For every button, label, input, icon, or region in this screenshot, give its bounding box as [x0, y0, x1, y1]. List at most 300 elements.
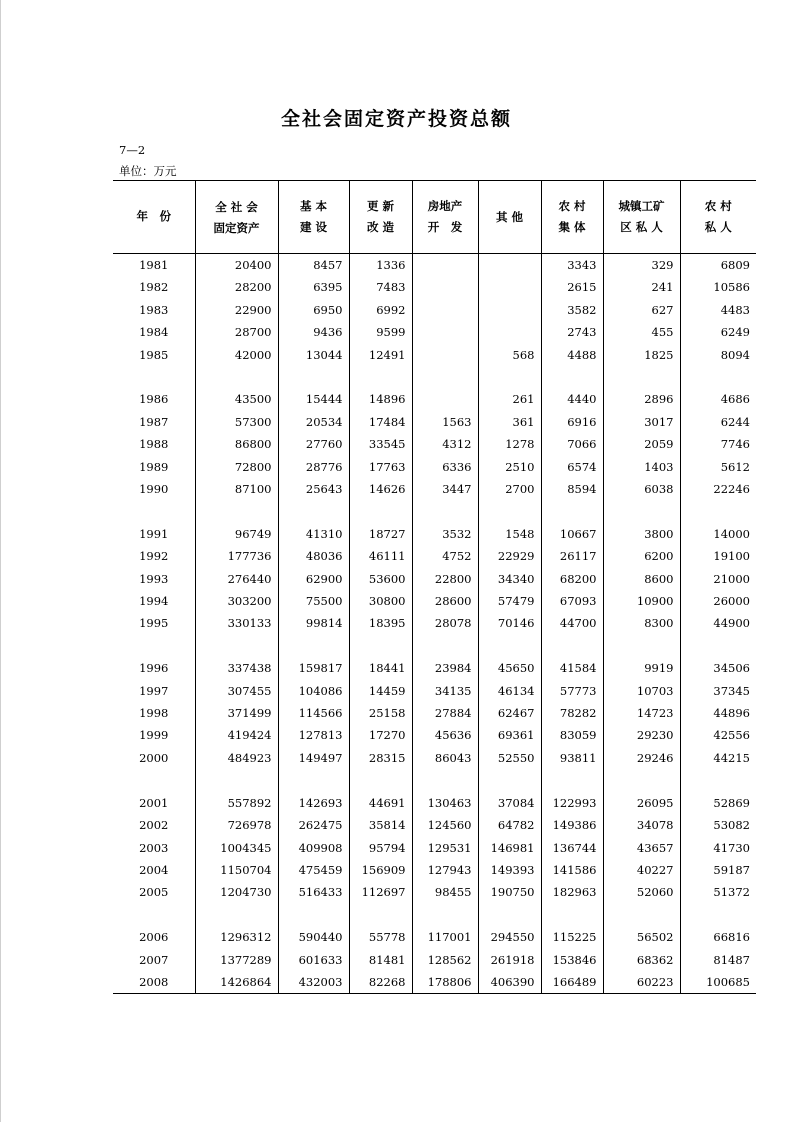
year-cell: 1990 — [139, 482, 169, 497]
spacer-cell — [412, 769, 478, 791]
capital-construction-cell: 475459 — [278, 859, 349, 881]
group-spacer-row — [113, 769, 756, 791]
other-cell: 34340 — [478, 568, 541, 590]
other-cell: 22929 — [478, 545, 541, 567]
rural-collective-cell: 3582 — [541, 299, 603, 321]
capital-construction-cell: 9436 — [278, 321, 349, 343]
year-cell: 1983 — [139, 302, 169, 317]
investment-table — [113, 180, 756, 994]
rural-private-cell: 59187 — [680, 859, 756, 881]
other-cell: 146981 — [478, 837, 541, 859]
table-row — [113, 590, 756, 612]
spacer-cell — [541, 904, 603, 926]
year-cell: 2008 — [113, 971, 195, 994]
rural-collective-cell: 2615 — [541, 276, 603, 298]
other-cell: 406390 — [478, 971, 541, 994]
total-cell: 42000 — [195, 344, 278, 366]
rural-collective-cell: 6916 — [541, 411, 603, 433]
total-cell: 20400 — [195, 254, 278, 277]
rural-collective-cell: 136744 — [541, 837, 603, 859]
year-cell: 1996 — [139, 661, 169, 676]
total-cell: 1377289 — [195, 949, 278, 971]
rural-private-cell: 37345 — [680, 680, 756, 702]
real-estate-cell: 3447 — [412, 478, 478, 500]
total-cell: 419424 — [195, 724, 278, 746]
other-cell: 568 — [478, 344, 541, 366]
total-cell: 1150704 — [195, 859, 278, 881]
group-spacer-row — [113, 366, 756, 388]
table-row — [113, 388, 756, 410]
capital-construction-cell: 590440 — [278, 926, 349, 948]
real-estate-cell — [412, 276, 478, 298]
rural-collective-cell: 7066 — [541, 433, 603, 455]
total-cell: 276440 — [195, 568, 278, 590]
table-row — [113, 949, 756, 971]
other-cell — [478, 254, 541, 277]
capital-construction-cell: 159817 — [278, 657, 349, 679]
rural-collective-cell: 141586 — [541, 859, 603, 881]
urban-private-cell: 2059 — [603, 433, 680, 455]
table-row — [113, 837, 756, 859]
rural-collective-cell: 6574 — [541, 456, 603, 478]
urban-private-cell: 29246 — [603, 747, 680, 769]
total-cell: 557892 — [195, 792, 278, 814]
table-row — [113, 612, 756, 634]
renovation-cell: 1336 — [349, 254, 412, 277]
real-estate-cell — [412, 388, 478, 410]
table-row — [113, 411, 756, 433]
header-year: 年 份 — [113, 181, 195, 254]
spacer-cell — [412, 904, 478, 926]
table-row — [113, 724, 756, 746]
renovation-cell: 95794 — [349, 837, 412, 859]
spacer-cell — [541, 500, 603, 522]
capital-construction-cell: 28776 — [278, 456, 349, 478]
spacer-cell — [680, 366, 756, 388]
total-cell: 1296312 — [195, 926, 278, 948]
capital-construction-cell: 15444 — [278, 388, 349, 410]
rural-private-cell: 6249 — [680, 321, 756, 343]
spacer-cell — [478, 500, 541, 522]
table-row — [113, 859, 756, 881]
spacer-cell — [195, 635, 278, 657]
renovation-cell: 17763 — [349, 456, 412, 478]
header-row — [113, 181, 756, 254]
other-cell: 2510 — [478, 456, 541, 478]
renovation-cell: 33545 — [349, 433, 412, 455]
rural-private-cell: 44900 — [680, 612, 756, 634]
rural-collective-cell: 115225 — [541, 926, 603, 948]
urban-private-cell: 26095 — [603, 792, 680, 814]
table-row — [113, 254, 756, 277]
spacer-cell — [113, 500, 195, 522]
table-row — [113, 545, 756, 567]
rural-collective-cell: 153846 — [541, 949, 603, 971]
spacer-cell — [278, 500, 349, 522]
other-cell: 46134 — [478, 680, 541, 702]
total-cell: 371499 — [195, 702, 278, 724]
rural-private-cell: 14000 — [680, 523, 756, 545]
spacer-cell — [541, 635, 603, 657]
other-cell: 2700 — [478, 478, 541, 500]
total-cell: 303200 — [195, 590, 278, 612]
renovation-cell: 12491 — [349, 344, 412, 366]
year-cell: 1981 — [139, 258, 169, 272]
rural-private-cell: 4483 — [680, 299, 756, 321]
year-cell: 1992 — [139, 549, 169, 564]
urban-private-cell: 1825 — [603, 344, 680, 366]
rural-private-cell: 44215 — [680, 747, 756, 769]
capital-construction-cell: 99814 — [278, 612, 349, 634]
capital-construction-cell: 62900 — [278, 568, 349, 590]
real-estate-cell: 45636 — [412, 724, 478, 746]
rural-private-cell: 21000 — [680, 568, 756, 590]
other-cell: 52550 — [478, 747, 541, 769]
real-estate-cell: 130463 — [412, 792, 478, 814]
table-row — [113, 321, 756, 343]
spacer-cell — [603, 500, 680, 522]
rural-collective-cell: 149386 — [541, 814, 603, 836]
year-cell: 2000 — [139, 750, 169, 765]
header-capital-construction: 基 本 建 设 — [278, 181, 349, 254]
year-cell: 1998 — [139, 706, 169, 721]
table-row — [113, 747, 756, 769]
urban-private-cell: 40227 — [603, 859, 680, 881]
capital-construction-cell: 48036 — [278, 545, 349, 567]
real-estate-cell: 117001 — [412, 926, 478, 948]
capital-construction-cell: 27760 — [278, 433, 349, 455]
total-cell: 1204730 — [195, 881, 278, 903]
rural-private-cell: 42556 — [680, 724, 756, 746]
spacer-cell — [113, 635, 195, 657]
renovation-cell: 18727 — [349, 523, 412, 545]
table-row — [113, 680, 756, 702]
rural-collective-cell: 4488 — [541, 344, 603, 366]
page-title: 全社会固定资产投资总额 — [280, 108, 512, 130]
year-cell: 2004 — [139, 862, 169, 877]
spacer-cell — [478, 635, 541, 657]
rural-collective-cell: 3343 — [541, 254, 603, 277]
other-cell: 294550 — [478, 926, 541, 948]
renovation-cell: 6992 — [349, 299, 412, 321]
year-cell: 1995 — [139, 616, 169, 631]
spacer-cell — [349, 366, 412, 388]
renovation-cell: 17270 — [349, 724, 412, 746]
real-estate-cell: 129531 — [412, 837, 478, 859]
urban-private-cell: 10900 — [603, 590, 680, 612]
renovation-cell: 7483 — [349, 276, 412, 298]
urban-private-cell: 9919 — [603, 657, 680, 679]
rural-collective-cell: 78282 — [541, 702, 603, 724]
table-header — [113, 181, 756, 254]
spacer-cell — [278, 769, 349, 791]
rural-private-cell: 22246 — [680, 478, 756, 500]
spacer-cell — [195, 904, 278, 926]
group-spacer-row — [113, 635, 756, 657]
capital-construction-cell: 13044 — [278, 344, 349, 366]
rural-collective-cell: 68200 — [541, 568, 603, 590]
rural-collective-cell: 2743 — [541, 321, 603, 343]
rural-private-cell: 5612 — [680, 456, 756, 478]
rural-private-cell: 19100 — [680, 545, 756, 567]
real-estate-cell — [412, 299, 478, 321]
urban-private-cell: 3800 — [603, 523, 680, 545]
real-estate-cell: 4312 — [412, 433, 478, 455]
rural-collective-cell: 166489 — [541, 971, 603, 994]
table-row — [113, 523, 756, 545]
rural-private-cell: 4686 — [680, 388, 756, 410]
capital-construction-cell: 20534 — [278, 411, 349, 433]
capital-construction-cell: 142693 — [278, 792, 349, 814]
table-row — [113, 971, 756, 994]
renovation-cell: 46111 — [349, 545, 412, 567]
urban-private-cell: 10703 — [603, 680, 680, 702]
spacer-cell — [603, 904, 680, 926]
total-cell: 28200 — [195, 276, 278, 298]
table-row — [113, 926, 756, 948]
rural-collective-cell: 4440 — [541, 388, 603, 410]
total-cell: 57300 — [195, 411, 278, 433]
other-cell — [478, 276, 541, 298]
total-cell: 22900 — [195, 299, 278, 321]
spacer-cell — [349, 500, 412, 522]
spacer-cell — [541, 769, 603, 791]
year-cell: 1985 — [139, 347, 169, 362]
table-row — [113, 478, 756, 500]
header-rural-collective: 农 村 集 体 — [541, 181, 603, 254]
total-cell: 330133 — [195, 612, 278, 634]
urban-private-cell: 627 — [603, 299, 680, 321]
renovation-cell: 82268 — [349, 971, 412, 994]
header-real-estate: 房地产 开 发 — [412, 181, 478, 254]
real-estate-cell: 28600 — [412, 590, 478, 612]
urban-private-cell: 241 — [603, 276, 680, 298]
real-estate-cell: 3532 — [412, 523, 478, 545]
urban-private-cell: 14723 — [603, 702, 680, 724]
spacer-cell — [478, 904, 541, 926]
total-cell: 96749 — [195, 523, 278, 545]
total-cell: 28700 — [195, 321, 278, 343]
capital-construction-cell: 6395 — [278, 276, 349, 298]
total-cell: 1426864 — [195, 971, 278, 994]
year-cell: 2002 — [139, 818, 169, 833]
renovation-cell: 81481 — [349, 949, 412, 971]
renovation-cell: 53600 — [349, 568, 412, 590]
table-row — [113, 433, 756, 455]
other-cell: 1548 — [478, 523, 541, 545]
rural-collective-cell: 44700 — [541, 612, 603, 634]
capital-construction-cell: 432003 — [278, 971, 349, 994]
rural-private-cell: 6809 — [680, 254, 756, 277]
real-estate-cell: 178806 — [412, 971, 478, 994]
rural-private-cell: 100685 — [680, 971, 756, 994]
rural-private-cell: 34506 — [680, 657, 756, 679]
spacer-cell — [603, 366, 680, 388]
header-other: 其 他 — [478, 181, 541, 254]
capital-construction-cell: 104086 — [278, 680, 349, 702]
rural-collective-cell: 67093 — [541, 590, 603, 612]
rural-collective-cell: 57773 — [541, 680, 603, 702]
spacer-cell — [541, 366, 603, 388]
capital-construction-cell: 75500 — [278, 590, 349, 612]
other-cell — [478, 321, 541, 343]
total-cell: 86800 — [195, 433, 278, 455]
capital-construction-cell: 6950 — [278, 299, 349, 321]
spacer-cell — [412, 366, 478, 388]
rural-collective-cell: 83059 — [541, 724, 603, 746]
table-row — [113, 702, 756, 724]
year-cell: 1999 — [139, 728, 169, 743]
total-cell: 177736 — [195, 545, 278, 567]
rural-collective-cell: 8594 — [541, 478, 603, 500]
rural-private-cell: 53082 — [680, 814, 756, 836]
other-cell: 57479 — [478, 590, 541, 612]
real-estate-cell: 22800 — [412, 568, 478, 590]
rural-private-cell: 41730 — [680, 837, 756, 859]
header-rural-private: 农 村 私 人 — [680, 181, 756, 254]
real-estate-cell: 23984 — [412, 657, 478, 679]
total-cell: 484923 — [195, 747, 278, 769]
table-row — [113, 299, 756, 321]
spacer-cell — [195, 769, 278, 791]
total-cell: 72800 — [195, 456, 278, 478]
table-row — [113, 792, 756, 814]
real-estate-cell: 4752 — [412, 545, 478, 567]
spacer-cell — [278, 904, 349, 926]
spacer-cell — [278, 366, 349, 388]
real-estate-cell: 34135 — [412, 680, 478, 702]
real-estate-cell: 6336 — [412, 456, 478, 478]
table-row — [113, 814, 756, 836]
renovation-cell: 55778 — [349, 926, 412, 948]
spacer-cell — [603, 769, 680, 791]
real-estate-cell — [412, 344, 478, 366]
other-cell: 70146 — [478, 612, 541, 634]
table-row — [113, 657, 756, 679]
group-spacer-row — [113, 904, 756, 926]
spacer-cell — [278, 635, 349, 657]
header-urban-private: 城镇工矿 区 私 人 — [603, 181, 680, 254]
urban-private-cell: 455 — [603, 321, 680, 343]
table-row — [113, 881, 756, 903]
urban-private-cell: 8600 — [603, 568, 680, 590]
capital-construction-cell: 149497 — [278, 747, 349, 769]
urban-private-cell: 68362 — [603, 949, 680, 971]
spacer-cell — [412, 500, 478, 522]
spacer-cell — [412, 635, 478, 657]
rural-private-cell: 81487 — [680, 949, 756, 971]
year-cell: 2001 — [139, 795, 169, 810]
other-cell: 1278 — [478, 433, 541, 455]
rural-private-cell: 66816 — [680, 926, 756, 948]
renovation-cell: 9599 — [349, 321, 412, 343]
renovation-cell: 112697 — [349, 881, 412, 903]
other-cell: 149393 — [478, 859, 541, 881]
renovation-cell: 14896 — [349, 388, 412, 410]
urban-private-cell: 1403 — [603, 456, 680, 478]
real-estate-cell: 86043 — [412, 747, 478, 769]
rural-collective-cell: 41584 — [541, 657, 603, 679]
real-estate-cell: 124560 — [412, 814, 478, 836]
unit-label: 单位：万元 — [119, 164, 177, 178]
real-estate-cell: 1563 — [412, 411, 478, 433]
urban-private-cell: 56502 — [603, 926, 680, 948]
total-cell: 726978 — [195, 814, 278, 836]
urban-private-cell: 2896 — [603, 388, 680, 410]
rural-collective-cell: 182963 — [541, 881, 603, 903]
rural-private-cell: 26000 — [680, 590, 756, 612]
renovation-cell: 44691 — [349, 792, 412, 814]
year-cell: 1986 — [139, 392, 169, 407]
renovation-cell: 17484 — [349, 411, 412, 433]
page-edge-line — [0, 0, 1, 1122]
table-body — [113, 254, 756, 994]
real-estate-cell: 127943 — [412, 859, 478, 881]
real-estate-cell: 27884 — [412, 702, 478, 724]
year-cell: 1993 — [139, 571, 169, 586]
urban-private-cell: 60223 — [603, 971, 680, 994]
urban-private-cell: 8300 — [603, 612, 680, 634]
renovation-cell: 35814 — [349, 814, 412, 836]
header-total-fixed-assets: 全 社 会 固定资产 — [195, 181, 278, 254]
real-estate-cell: 98455 — [412, 881, 478, 903]
rural-private-cell: 8094 — [680, 344, 756, 366]
table-row — [113, 344, 756, 366]
renovation-cell: 25158 — [349, 702, 412, 724]
capital-construction-cell: 262475 — [278, 814, 349, 836]
renovation-cell: 28315 — [349, 747, 412, 769]
rural-private-cell: 51372 — [680, 881, 756, 903]
other-cell: 64782 — [478, 814, 541, 836]
spacer-cell — [349, 769, 412, 791]
other-cell — [478, 299, 541, 321]
year-cell: 1991 — [139, 526, 169, 541]
spacer-cell — [478, 769, 541, 791]
total-cell: 43500 — [195, 388, 278, 410]
spacer-cell — [603, 635, 680, 657]
total-cell: 1004345 — [195, 837, 278, 859]
other-cell: 37084 — [478, 792, 541, 814]
capital-construction-cell: 41310 — [278, 523, 349, 545]
table-row — [113, 456, 756, 478]
capital-construction-cell: 516433 — [278, 881, 349, 903]
urban-private-cell: 6038 — [603, 478, 680, 500]
urban-private-cell: 329 — [603, 254, 680, 277]
capital-construction-cell: 8457 — [278, 254, 349, 277]
other-cell: 69361 — [478, 724, 541, 746]
urban-private-cell: 43657 — [603, 837, 680, 859]
rural-private-cell: 52869 — [680, 792, 756, 814]
total-cell: 87100 — [195, 478, 278, 500]
renovation-cell: 14459 — [349, 680, 412, 702]
urban-private-cell: 52060 — [603, 881, 680, 903]
year-cell: 1989 — [139, 459, 169, 474]
table-row — [113, 568, 756, 590]
spacer-cell — [113, 366, 195, 388]
renovation-cell: 18441 — [349, 657, 412, 679]
spacer-cell — [113, 904, 195, 926]
other-cell: 62467 — [478, 702, 541, 724]
renovation-cell: 18395 — [349, 612, 412, 634]
year-cell: 1984 — [139, 325, 169, 340]
other-cell: 261918 — [478, 949, 541, 971]
capital-construction-cell: 409908 — [278, 837, 349, 859]
total-cell: 337438 — [195, 657, 278, 679]
spacer-cell — [680, 500, 756, 522]
group-spacer-row — [113, 500, 756, 522]
table-row — [113, 276, 756, 298]
capital-construction-cell: 127813 — [278, 724, 349, 746]
